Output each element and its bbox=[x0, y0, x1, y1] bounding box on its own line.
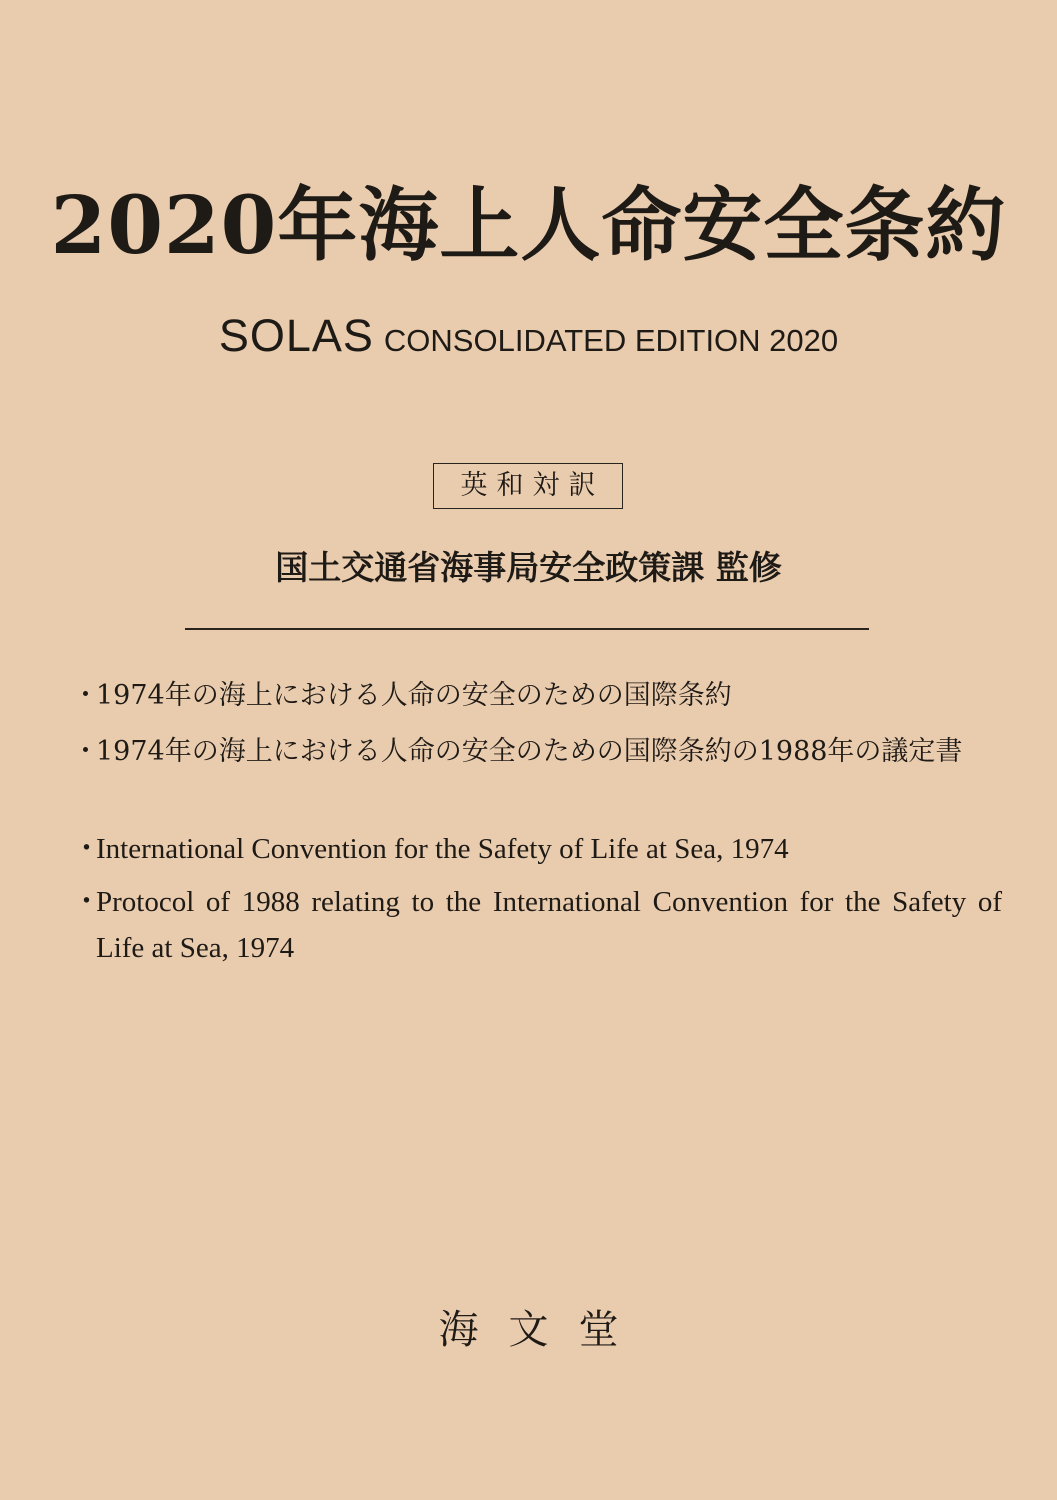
supervisor-credit: 国土交通省海事局安全政策課 監修 bbox=[275, 548, 782, 587]
cover-subtitle bbox=[0, 308, 1057, 375]
list-item-text: 1974年の海上における人命の安全のための国際条約 bbox=[96, 680, 732, 711]
bullet-icon: ・ bbox=[72, 886, 102, 918]
list-item bbox=[72, 668, 1002, 724]
bullet-icon: ・ bbox=[72, 833, 102, 865]
list-item-text: International Convention for the Safety of Life at Sea, 1974 bbox=[96, 833, 789, 865]
bullet-icon: ・ bbox=[72, 736, 99, 767]
publisher-name: 海文堂 bbox=[438, 1307, 649, 1353]
list-item bbox=[72, 724, 1002, 780]
cover-title: 2020年海上人命安全条約 bbox=[50, 178, 1007, 272]
subtitle-solas: SOLAS bbox=[218, 310, 374, 361]
list-item bbox=[72, 879, 1002, 971]
subtitle-edition: CONSOLIDATED EDITION 2020 bbox=[383, 323, 839, 358]
english-contents-list bbox=[72, 826, 1002, 971]
translation-badge: 英和対訳 bbox=[433, 463, 623, 509]
list-item-text: 1974年の海上における人命の安全のための国際条約の1988年の議定書 bbox=[96, 736, 963, 767]
list-item bbox=[72, 826, 1002, 872]
bullet-icon: ・ bbox=[72, 680, 99, 711]
divider-line bbox=[185, 628, 869, 630]
japanese-contents-list bbox=[72, 668, 1002, 780]
list-item-text: Protocol of 1988 relating to the International Convention for the Safety of Life at Sea, 1974 bbox=[96, 886, 1002, 964]
